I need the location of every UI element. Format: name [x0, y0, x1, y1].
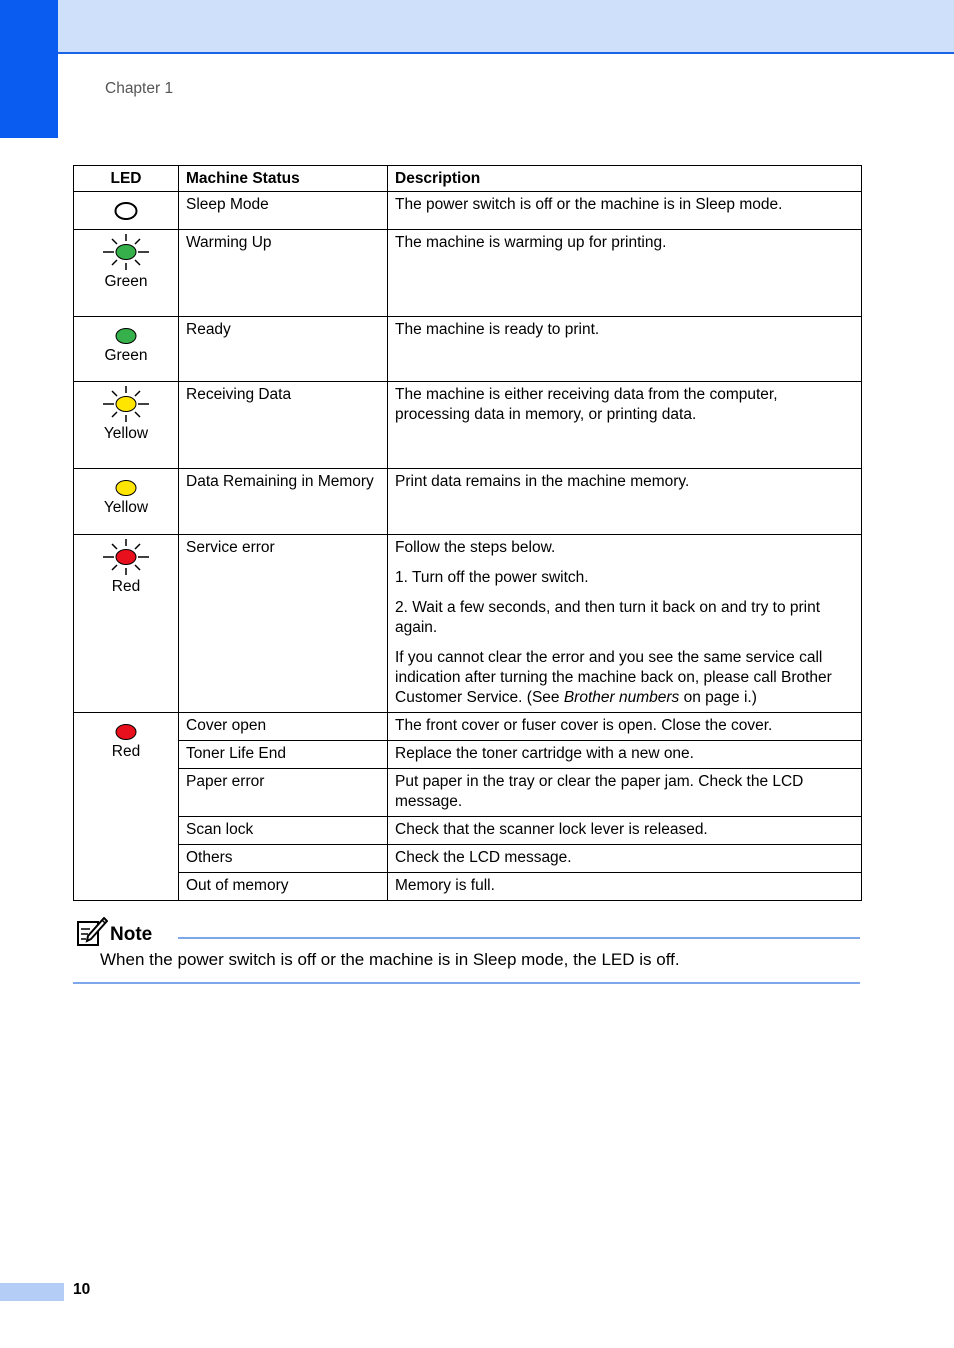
led-cell [74, 535, 179, 713]
status-cell: Receiving Data [179, 382, 388, 469]
status-cell: Others [179, 845, 388, 873]
description-cell: Print data remains in the machine memory. [388, 469, 862, 535]
table-row [74, 192, 862, 230]
note-box [73, 915, 860, 971]
page-number: 10 [73, 1281, 91, 1298]
led-cell [74, 230, 179, 317]
table-row [74, 845, 862, 873]
header-machine-status: Machine Status [179, 166, 388, 192]
led-on-icon [114, 723, 138, 741]
table-row [74, 817, 862, 845]
description-line: 1. Turn off the power switch. [395, 569, 589, 586]
led-cell [74, 713, 179, 901]
description-line [395, 648, 854, 708]
led-on-icon [114, 327, 138, 345]
description-line: 2. Wait a few seconds, and then turn it back on and try to print again. [395, 599, 821, 636]
footer-band [0, 1283, 64, 1301]
status-cell: Paper error [179, 769, 388, 817]
description-line: Follow the steps below. [395, 539, 556, 556]
led-on-icon [114, 479, 138, 497]
led-cell [74, 382, 179, 469]
status-cell: Cover open [179, 713, 388, 741]
chapter-tab [0, 0, 58, 138]
table-header-row [74, 166, 862, 192]
chapter-label: Chapter 1 [105, 80, 174, 97]
description-cell [388, 535, 862, 713]
led-color-label: Red [111, 578, 141, 595]
status-cell: Sleep Mode [179, 192, 388, 230]
led-color-label: Yellow [103, 425, 149, 442]
status-cell: Scan lock [179, 817, 388, 845]
led-color-label: Green [104, 273, 148, 290]
status-cell: Service error [179, 535, 388, 713]
table-row [74, 873, 862, 901]
table-row [74, 535, 862, 713]
status-cell: Out of memory [179, 873, 388, 901]
note-text: When the power switch is off or the machine is in Sleep mode, the LED is off. [100, 950, 680, 969]
led-blinking-icon [102, 385, 150, 423]
table-row [74, 769, 862, 817]
description-cell: The machine is ready to print. [388, 317, 862, 382]
led-color-label: Green [104, 347, 148, 364]
note-divider [178, 937, 860, 939]
led-off-icon [113, 201, 139, 221]
led-blinking-icon [102, 538, 150, 576]
table-row [74, 713, 862, 741]
status-cell: Data Remaining in Memory [179, 469, 388, 535]
description-cell: The power switch is off or the machine is in Sleep mode. [388, 192, 862, 230]
note-pencil-icon [76, 917, 108, 947]
description-cell: Check the LCD message. [388, 845, 862, 873]
note-title: Note [110, 924, 153, 945]
table-row [74, 741, 862, 769]
led-color-label: Yellow [103, 499, 149, 516]
brother-numbers-reference: Brother numbers [563, 689, 680, 706]
description-cell: Check that the scanner lock lever is released. [388, 817, 862, 845]
description-cell: The machine is warming up for printing. [388, 230, 862, 317]
description-cell: Replace the toner cartridge with a new one. [388, 741, 862, 769]
led-cell [74, 192, 179, 230]
led-blinking-icon [102, 233, 150, 271]
header-band [0, 0, 954, 54]
status-cell: Toner Life End [179, 741, 388, 769]
led-cell [74, 317, 179, 382]
note-bottom-divider [73, 982, 860, 984]
description-cell: The machine is either receiving data from the computer, processing data in memory, or printing data. [388, 382, 862, 469]
status-cell: Warming Up [179, 230, 388, 317]
description-text: on page i.) [679, 689, 757, 706]
led-cell [74, 469, 179, 535]
table-row [74, 469, 862, 535]
table-row [74, 230, 862, 317]
status-cell: Ready [179, 317, 388, 382]
description-cell: Put paper in the tray or clear the paper jam. Check the LCD message. [388, 769, 862, 817]
table-row [74, 382, 862, 469]
header-led: LED [74, 166, 179, 192]
led-status-table [73, 165, 862, 901]
header-description: Description [388, 166, 862, 192]
table-row [74, 317, 862, 382]
description-text: If you cannot clear the error and you see the same service call indication after turning the machine back on, please call Brother Customer Service. (See [395, 649, 832, 706]
description-cell: Memory is full. [388, 873, 862, 901]
led-color-label: Red [111, 743, 141, 760]
description-cell: The front cover or fuser cover is open. Close the cover. [388, 713, 862, 741]
